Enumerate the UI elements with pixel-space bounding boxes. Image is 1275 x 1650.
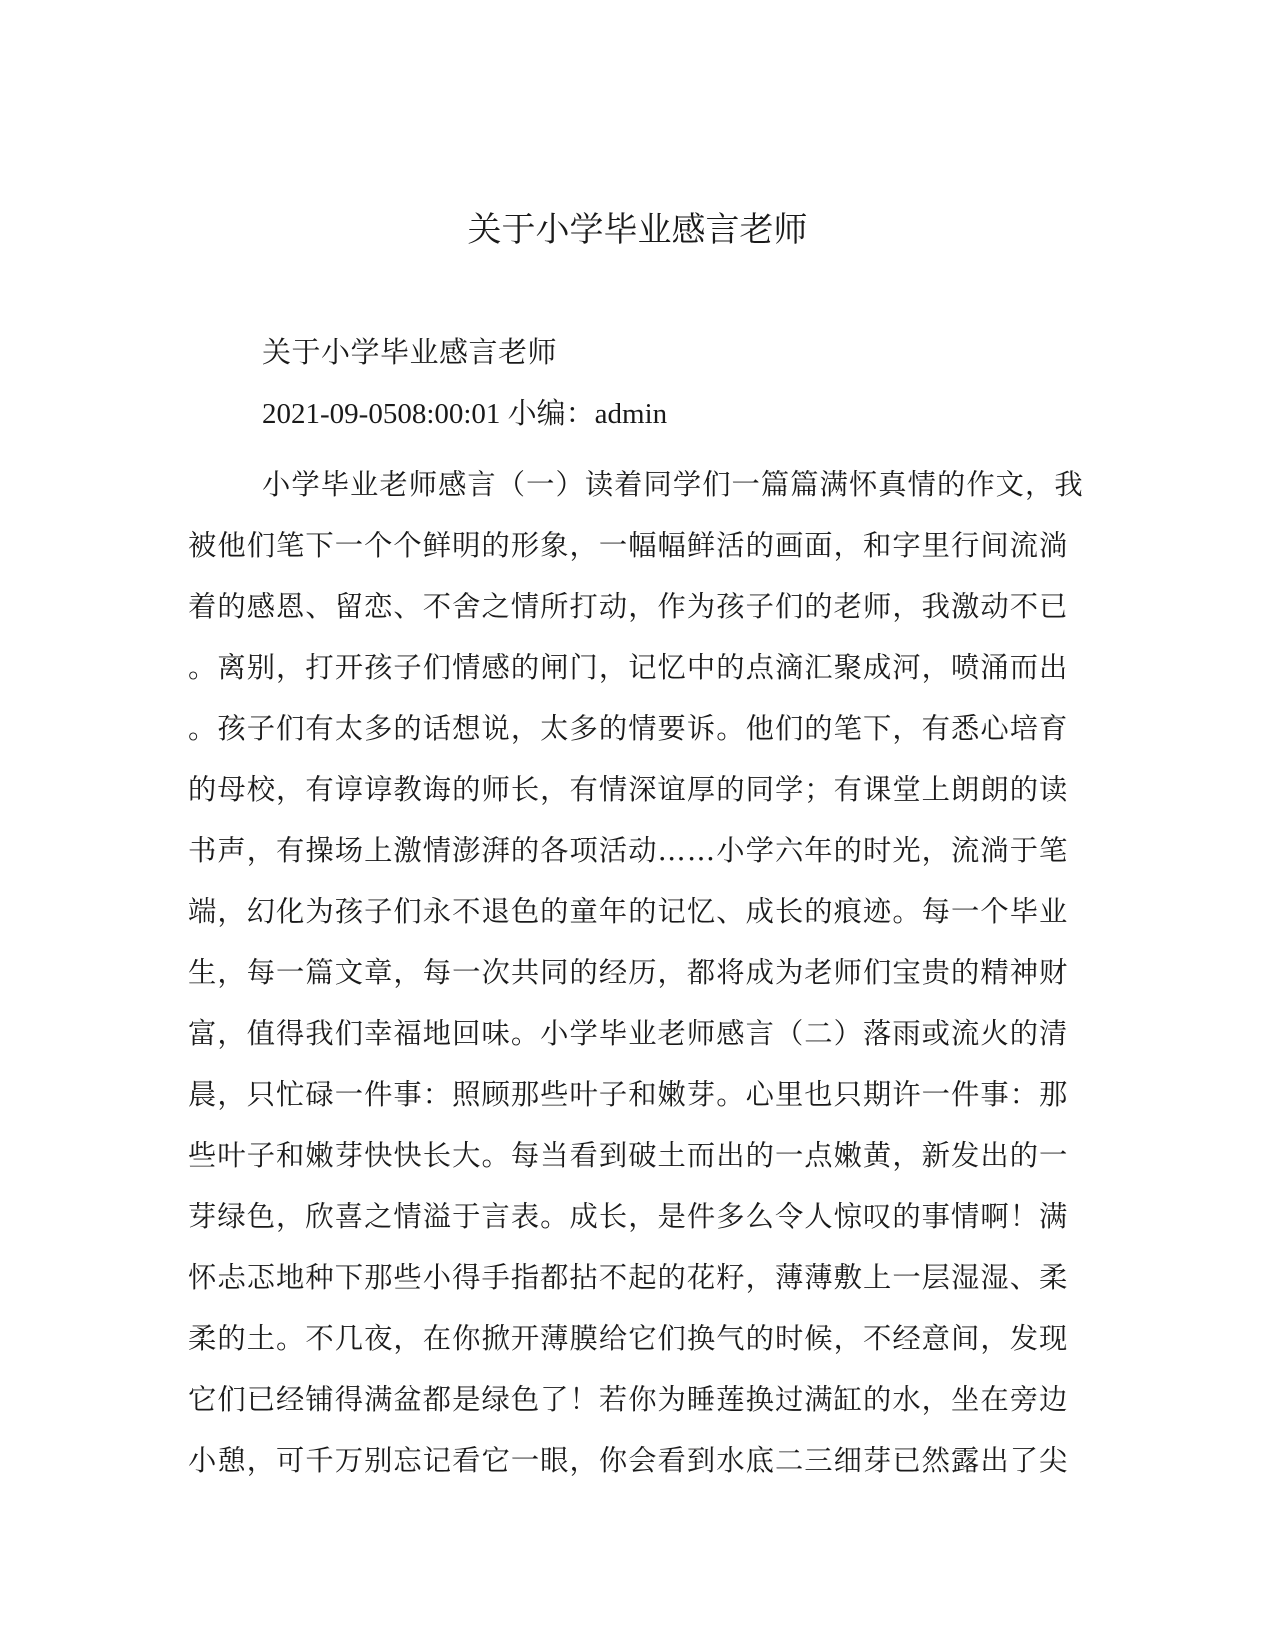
body-line: 。孩子们有太多的话想说，太多的情要诉。他们的笔下，有悉心培育 (188, 712, 1069, 745)
body-line: 芽绿色，欣喜之情溢于言表。成长，是件多么令人惊叹的事情啊！满 (188, 1200, 1069, 1233)
body-line: 被他们笔下一个个鲜明的形象，一幅幅鲜活的画面，和字里行间流淌 (188, 529, 1069, 562)
body-line: 。离别，打开孩子们情感的闸门，记忆中的点滴汇聚成河，喷涌而出 (188, 651, 1069, 684)
body-line: 柔的土。不几夜，在你掀开薄膜给它们换气的时候，不经意间，发现 (188, 1322, 1069, 1355)
article-body (188, 454, 1084, 1491)
body-line: 小憩，可千万别忘记看它一眼，你会看到水底二三细芽已然露出了尖 (188, 1444, 1069, 1477)
document-title: 关于小学毕业感言老师 (467, 210, 808, 250)
body-line: 端，幻化为孩子们永不退色的童年的记忆、成长的痕迹。每一个毕业 (188, 895, 1069, 928)
body-line: 的母校，有谆谆教诲的师长，有情深谊厚的同学；有课堂上朗朗的读 (188, 773, 1069, 806)
body-line: 书声，有操场上激情澎湃的各项活动……小学六年的时光，流淌于笔 (188, 834, 1069, 867)
body-line: 些叶子和嫩芽快快长大。每当看到破土而出的一点嫩黄，新发出的一 (188, 1139, 1069, 1172)
body-line: 它们已经铺得满盆都是绿色了！若你为睡莲换过满缸的水，坐在旁边 (188, 1383, 1069, 1416)
body-line: 小学毕业老师感言（一）读着同学们一篇篇满怀真情的作文，我 (262, 468, 1084, 501)
body-line: 生，每一篇文章，每一次共同的经历，都将成为老师们宝贵的精神财 (188, 956, 1069, 989)
body-line: 晨，只忙碌一件事：照顾那些叶子和嫩芽。心里也只期许一件事：那 (188, 1078, 1069, 1111)
body-line: 怀忐忑地种下那些小得手指都拈不起的花籽，薄薄敷上一层湿湿、柔 (188, 1261, 1069, 1294)
article-meta: 2021-09-0508:00:01 小编：admin (262, 398, 668, 430)
article-subtitle: 关于小学毕业感言老师 (262, 335, 558, 369)
body-line: 着的感恩、留恋、不舍之情所打动，作为孩子们的老师，我激动不已 (188, 590, 1069, 623)
body-line: 富，值得我们幸福地回味。小学毕业老师感言（二）落雨或流火的清 (188, 1017, 1069, 1050)
